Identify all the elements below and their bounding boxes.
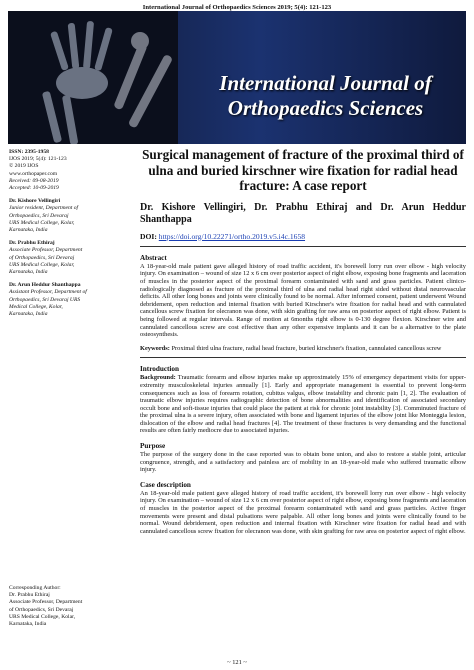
page-number: ~ 121 ~ <box>227 659 247 666</box>
purpose-text: The purpose of the surgery done in the case reported was to obtain bone union, and also to restore a stable joint, articular congruence, strength, and a satisfactory and painless arc of mobility in an 18-year-old male who suffered traumatic elbow injury. <box>140 451 466 474</box>
correspondence-affiliation <box>9 599 109 628</box>
keywords <box>140 345 466 353</box>
correspondence-block <box>9 585 109 628</box>
author1-affiliation <box>9 205 109 234</box>
author1-name: Dr. Kishore Vellingiri <box>9 198 61 205</box>
abstract-text: A 18-year-old male patient gave alleged history of road traffic accident, it's borewell lorry run over elbow - high velocity injury. On examination – wound of size 12 x 6 cm over posterior aspect of right elbow, exposing bone fragments and laceration of muscles in the posterior aspect of the proximal forearm contaminated with sand and grass particles. Patient clinico-radiologically diagnosed as fracture of the proximal third of ulna and radial head right sided without distal neurovascular deficits. All other long bones and joints were clinically found to be normal. After informed consent, patient underwent Wound debridement, open reduction and internal fixation with buried Kirschner's wire fixation for radial head and with cannulated cancellous screw fixation for olecranon was done, with skin grafting for raw area on posterior aspect of right elbow. Patient is being followed at regular intervals. Range of motion at 6months right elbow is 0-130 degree flexion. Kirschner wire and cannulated cancellous screw are cost effective than any other expensive implants and it can be a alternative to the plate osteosynthesis. <box>140 262 466 339</box>
case-heading: Case description <box>140 480 191 489</box>
author2-name: Dr. Prabhu Ethiraj <box>9 240 55 247</box>
abstract-heading: Abstract <box>140 253 167 262</box>
banner-title-line-2: Orthopaedics Sciences <box>227 96 424 120</box>
intro-heading: Introduction <box>140 365 180 374</box>
sidebar <box>9 149 109 318</box>
aff-line: Karnataka, India <box>9 269 48 276</box>
aff-line: Karnataka, India <box>9 621 47 628</box>
author3-name: Dr. Arun Heddur Shanthappa <box>9 282 81 289</box>
accepted-date: Accepted: 10-09-2019 <box>9 185 59 192</box>
aff-line: Associate Professor, Department <box>9 599 83 606</box>
aff-line: Associate Professor, Department <box>9 247 83 254</box>
aff-line: Karnataka, India <box>9 311 48 318</box>
aff-line: Orthopaedics, Sri Devaraj <box>9 212 69 219</box>
aff-line: Karnataka, India <box>9 227 48 234</box>
banner-title <box>183 71 466 121</box>
banner-title-line-1: International Journal of <box>219 71 432 95</box>
doi-link[interactable]: https://doi.org/10.22271/ortho.2019.v5.i4c.1658 <box>158 231 306 241</box>
issn: ISSN: 2395-1958 <box>9 149 49 155</box>
aff-line: URS Medical College, Kolar, <box>9 219 75 226</box>
author3-affiliation <box>9 289 109 318</box>
intro-background-label: Background: <box>140 374 176 382</box>
doi-line <box>140 232 466 241</box>
intro-paragraph <box>140 374 466 435</box>
intro-text: Traumatic forearm and elbow injuries make up approximately 15% of emergency department visits for upper-extremity musculoskeletal injuries annually [1]. Early and appropriate management is essential to prevent long-term consequences such as loss of forearm rotation, cubitus valgus, elbow instability and chronic pain [1, 2]. The evaluation of traumatic elbow injuries requires radiographic detection of bone abnormalities and identification of associated secondary occult bone and soft-tissue injuries that could place the patient at risk for chronic joint instability [3]. Comminuted fracture of the proximal ulna is a severe injury, often associated with bone and ligament injuries of the elbow joint like Monteggia lesion, dislocation of the elbow and radial head fractures [4]. The treatment of these fractures is very demanding and the functional results are often fairly mediocre due to associated injuries. <box>140 374 466 435</box>
keywords-text: Proximal third ulna fracture, radial head fracture, buried kirschner's fixation, cannulated cancellous screw <box>171 344 442 352</box>
aff-line: Medical College, Kolar, <box>9 303 63 310</box>
aff-line: URS Medical College, Kolar, <box>9 261 75 268</box>
correspondence-heading: Corresponding Author: <box>9 585 61 591</box>
purpose-heading: Purpose <box>140 442 166 451</box>
journal-header-line: International Journal of Orthopaedics Sciences 2019; 5(4): 121-123 <box>142 4 332 11</box>
website: www.orthopaper.com <box>9 170 58 177</box>
keywords-label: Keywords: <box>140 344 170 352</box>
copyright: © 2019 IJOS <box>9 163 39 170</box>
correspondence-name: Dr. Prabhu Ethiraj <box>9 592 50 599</box>
article-title: Surgical management of fracture of the proximal third of ulna and buried kirschner wire fixation for radial head fracture: A case report <box>142 147 464 194</box>
received-date: Received: 09-08-2019 <box>9 177 59 184</box>
aff-line: Assistant Professor, Department of <box>9 289 87 296</box>
aff-line: URS Medical College, Kolar, <box>9 613 76 620</box>
article-authors: Dr. Kishore Vellingiri, Dr. Prabhu Ethiraj and Dr. Arun Heddur Shanthappa <box>140 201 466 226</box>
aff-line: of Orthopaedics, Sri Devaraj <box>9 606 74 613</box>
ijos-volume: IJOS 2019; 5(4): 121-123 <box>9 156 67 163</box>
case-text: An 18-year-old male patient gave alleged history of road traffic accident, it's borewell lorry run over elbow - high velocity injury. On examination – wound of size 12 x 6 cm over posterior aspect of right elbow, exposing bone fragments and laceration of muscles in the posterior aspect of the proximal forearm contaminated with sand and grass particles. Active finger movements were present and distal pulsations were palpable. All other long bones and joints were clinically found to be normal. Wound debridement, open reduction and internal fixation with Kirschner wire fixation for radial head and with cannulated cancellous screw fixation for olecranon was done, with skin grafting for raw area on posterior aspect of right elbow. <box>140 489 466 535</box>
aff-line: Junior resident, Department of <box>9 205 79 212</box>
article-main <box>140 147 466 535</box>
divider <box>140 357 466 358</box>
aff-line: of Orthopaedics, Sri Devaraj <box>9 254 75 261</box>
doi-label: DOI: <box>140 231 157 241</box>
author2-affiliation <box>9 247 109 276</box>
divider <box>140 246 466 247</box>
journal-banner <box>8 11 466 144</box>
aff-line: Orthopaedics, Sri Devaraj URS <box>9 296 81 303</box>
